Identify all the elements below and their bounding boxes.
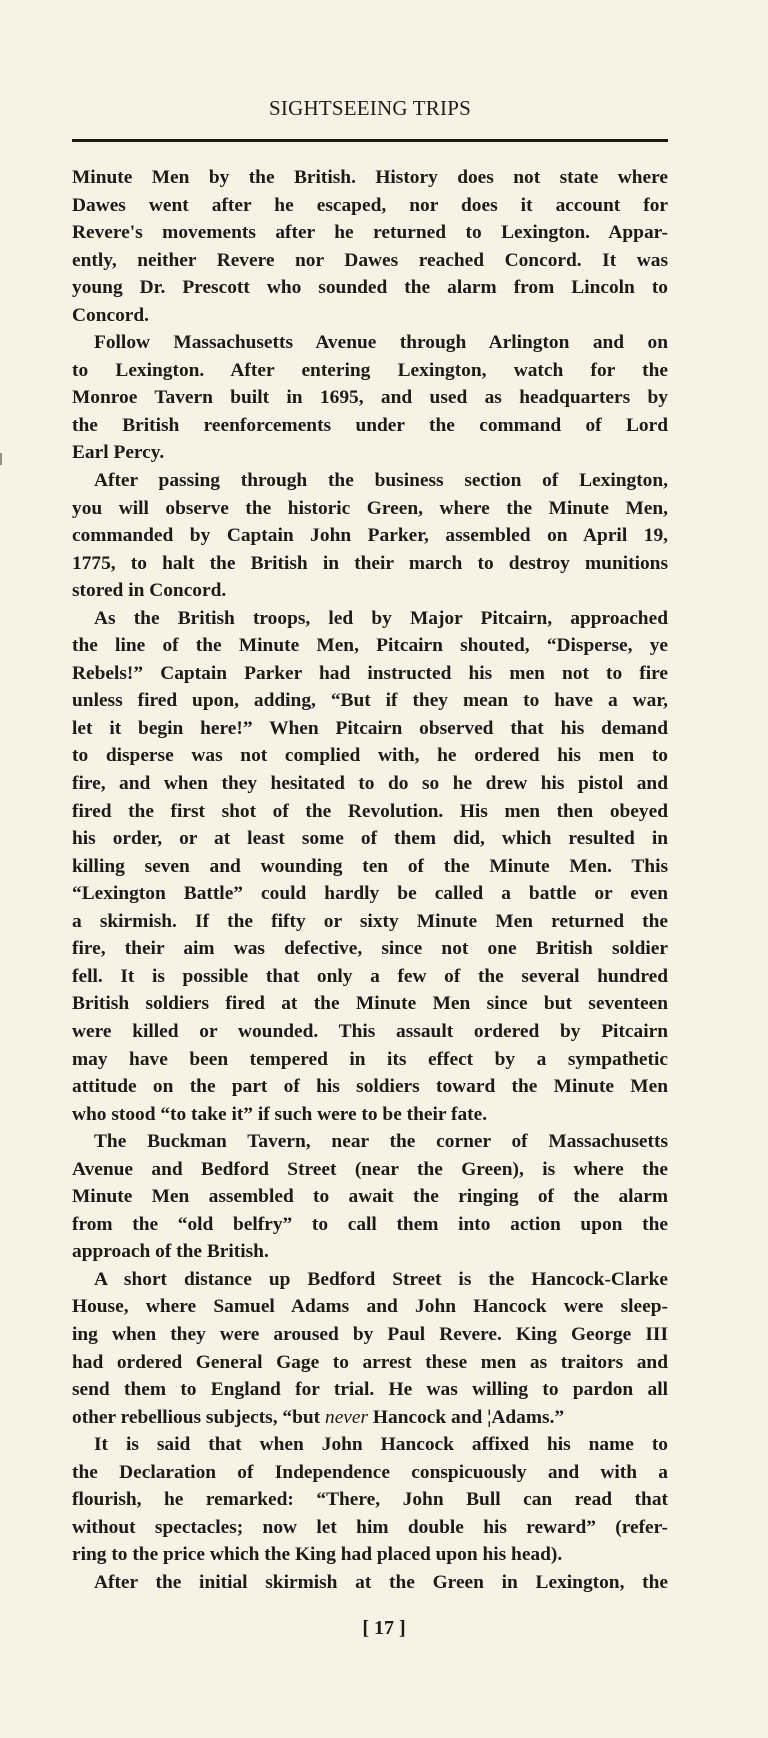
text-line: other rebellious subjects, “but never Hancock and ¦Adams.”	[72, 1406, 565, 1428]
text-line: “Lexington Battle” could hardly be called a battle or even	[72, 883, 668, 905]
text-line: his order, or at least some of them did, which resulted in	[72, 828, 668, 850]
text-line: Minute Men by the British. History does not state where	[72, 167, 668, 188]
text-line: the British reenforcements under the command of Lord	[72, 414, 668, 436]
paragraph-first-line: A short distance up Bedford Street is the Hancock-Clarke	[94, 1268, 668, 1290]
text-line: let it begin here!” When Pitcairn observed that his demand	[72, 717, 668, 739]
text-line: fired the first shot of the Revolution. His men then obeyed	[72, 800, 668, 822]
header-rule	[72, 139, 668, 142]
text-line: Monroe Tavern built in 1695, and used as headquarters by	[72, 387, 668, 409]
text-line: young Dr. Prescott who sounded the alarm from Lincoln to	[72, 277, 668, 299]
paragraph-first-line: It is said that when John Hancock affixed his name to	[94, 1434, 668, 1456]
text-line: unless fired upon, adding, “But if they mean to have a war,	[72, 690, 668, 712]
text-line: commanded by Captain John Parker, assembled on April 19,	[72, 525, 668, 547]
text-line: send them to England for trial. He was willing to pardon all	[72, 1379, 668, 1401]
text-line: Dawes went after he escaped, nor does it account for	[72, 194, 668, 216]
text-line: Avenue and Bedford Street (near the Green), is where the	[72, 1158, 668, 1180]
text-line: the Declaration of Independence conspicuously and with a	[72, 1461, 668, 1483]
text-line: House, where Samuel Adams and John Hancock were sleep-	[72, 1296, 668, 1318]
body-text	[72, 164, 668, 1596]
text-line: fire, and when they hesitated to do so he drew his pistol and	[72, 773, 668, 795]
text-line: ing when they were aroused by Paul Revere. King George III	[72, 1323, 668, 1345]
text-line: were killed or wounded. This assault ordered by Pitcairn	[72, 1020, 668, 1042]
text-line: who stood “to take it” if such were to be their fate.	[72, 1103, 488, 1125]
margin-mark	[0, 453, 2, 465]
text-line: had ordered General Gage to arrest these men as traitors and	[72, 1351, 668, 1373]
text-line: approach of the British.	[72, 1241, 269, 1263]
text-line: to Lexington. After entering Lexington, watch for the	[72, 359, 668, 381]
text-line: fire, their aim was defective, since not one British soldier	[72, 938, 668, 960]
text-line: ently, neither Revere nor Dawes reached Concord. It was	[72, 249, 668, 271]
text-line: British soldiers fired at the Minute Men since but seventeen	[72, 993, 668, 1015]
text-line: to disperse was not complied with, he ordered his men to	[72, 745, 668, 767]
text-line: may have been tempered in its effect by a sympathetic	[72, 1048, 668, 1070]
emphasis: never	[325, 1406, 369, 1428]
text-line: attitude on the part of his soldiers toward the Minute Men	[72, 1076, 668, 1098]
text-line: from the “old belfry” to call them into action upon the	[72, 1213, 668, 1235]
text-line: fell. It is possible that only a few of the several hundred	[72, 965, 668, 987]
text-line: Minute Men assembled to await the ringing of the alarm	[72, 1186, 668, 1208]
text-line: the line of the Minute Men, Pitcairn shouted, “Disperse, ye	[72, 635, 668, 657]
text-line: ring to the price which the King had placed upon his head).	[72, 1544, 563, 1566]
paragraph-first-line: After passing through the business section of Lexington,	[94, 470, 668, 492]
paragraph-first-line: After the initial skirmish at the Green in Lexington, the	[94, 1571, 668, 1593]
text-line: you will observe the historic Green, where the Minute Men,	[72, 497, 668, 519]
text-line: flourish, he remarked: “There, John Bull can read that	[72, 1489, 668, 1511]
text-line: a skirmish. If the fifty or sixty Minute Men returned the	[72, 910, 668, 932]
text-line: 1775, to halt the British in their march to destroy munitions	[72, 552, 668, 574]
text-line: killing seven and wounding ten of the Minute Men. This	[72, 855, 668, 877]
text-line: Concord.	[72, 304, 150, 326]
paragraph-first-line: The Buckman Tavern, near the corner of Massachusetts	[94, 1131, 668, 1153]
text-line: Earl Percy.	[72, 442, 165, 464]
text-line: without spectacles; now let him double his reward” (refer-	[72, 1516, 668, 1538]
text-line: Revere's movements after he returned to Lexington. Appar-	[72, 222, 668, 244]
paragraph-first-line: As the British troops, led by Major Pitcairn, approached	[94, 607, 668, 629]
paragraph-first-line: Follow Massachusetts Avenue through Arlington and on	[94, 332, 668, 354]
page-number: [ 17 ]	[362, 1617, 406, 1639]
text-line: stored in Concord.	[72, 580, 227, 602]
text-line: Rebels!” Captain Parker had instructed his men not to fire	[72, 662, 668, 684]
running-header: SIGHTSEEING TRIPS	[269, 96, 471, 120]
